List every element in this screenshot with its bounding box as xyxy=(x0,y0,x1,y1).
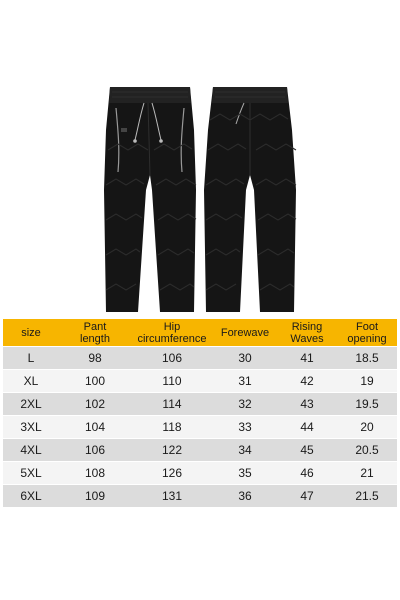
size-rows xyxy=(3,347,397,508)
table-row xyxy=(3,439,397,462)
table-cell: 47 xyxy=(277,485,337,508)
table-row xyxy=(3,416,397,439)
column-header-line1: Pant xyxy=(83,320,107,333)
table-cell: 131 xyxy=(131,485,213,508)
table-cell: 114 xyxy=(131,393,213,416)
table-cell: 109 xyxy=(59,485,131,508)
column-header-line2: circumference xyxy=(137,332,207,345)
table-cell: 98 xyxy=(59,347,131,370)
column-header xyxy=(213,319,277,347)
table-cell: 3XL xyxy=(3,416,59,439)
table-row xyxy=(3,485,397,508)
table-cell: 108 xyxy=(59,462,131,485)
table-cell: 46 xyxy=(277,462,337,485)
column-header xyxy=(59,319,131,347)
column-header xyxy=(337,319,397,347)
pants-back-view xyxy=(204,87,296,312)
table-cell: 18.5 xyxy=(337,347,397,370)
table-cell: 44 xyxy=(277,416,337,439)
pants-front-view xyxy=(104,87,196,312)
column-header xyxy=(3,319,59,347)
table-cell: 36 xyxy=(213,485,277,508)
table-row xyxy=(3,370,397,393)
table-cell: 126 xyxy=(131,462,213,485)
table-cell: L xyxy=(3,347,59,370)
table-cell: 21.5 xyxy=(337,485,397,508)
column-header-line1: size xyxy=(21,326,41,339)
table-cell: 43 xyxy=(277,393,337,416)
table-row xyxy=(3,347,397,370)
table-cell: 5XL xyxy=(3,462,59,485)
table-cell: 2XL xyxy=(3,393,59,416)
table-cell: 106 xyxy=(131,347,213,370)
column-header-line1: Hip xyxy=(163,320,181,333)
table-cell: XL xyxy=(3,370,59,393)
table-cell: 30 xyxy=(213,347,277,370)
column-header xyxy=(277,319,337,347)
table-cell: 102 xyxy=(59,393,131,416)
table-cell: 4XL xyxy=(3,439,59,462)
table-row xyxy=(3,393,397,416)
table-cell: 42 xyxy=(277,370,337,393)
table-cell: 20 xyxy=(337,416,397,439)
table-cell: 110 xyxy=(131,370,213,393)
table-row xyxy=(3,462,397,485)
table-cell: 21 xyxy=(337,462,397,485)
column-header-line1: Foot xyxy=(355,320,378,333)
table-cell: 31 xyxy=(213,370,277,393)
table-cell: 35 xyxy=(213,462,277,485)
table-cell: 104 xyxy=(59,416,131,439)
size-chart-table xyxy=(3,319,397,508)
table-cell: 33 xyxy=(213,416,277,439)
column-header-line2: Waves xyxy=(290,332,324,345)
table-cell: 45 xyxy=(277,439,337,462)
column-header xyxy=(131,319,213,347)
table-cell: 106 xyxy=(59,439,131,462)
header-row xyxy=(3,319,397,347)
table-cell: 118 xyxy=(131,416,213,439)
table-cell: 19.5 xyxy=(337,393,397,416)
table-cell: 41 xyxy=(277,347,337,370)
table-cell: 19 xyxy=(337,370,397,393)
table-cell: 34 xyxy=(213,439,277,462)
table-cell: 122 xyxy=(131,439,213,462)
column-header-line1: Rising xyxy=(291,320,323,333)
table-cell: 32 xyxy=(213,393,277,416)
table-cell: 20.5 xyxy=(337,439,397,462)
column-header-line2: length xyxy=(80,332,110,345)
column-header-line1: Forewave xyxy=(220,326,270,339)
table-cell: 6XL xyxy=(3,485,59,508)
table-cell: 100 xyxy=(59,370,131,393)
column-header-line2: opening xyxy=(347,332,387,345)
